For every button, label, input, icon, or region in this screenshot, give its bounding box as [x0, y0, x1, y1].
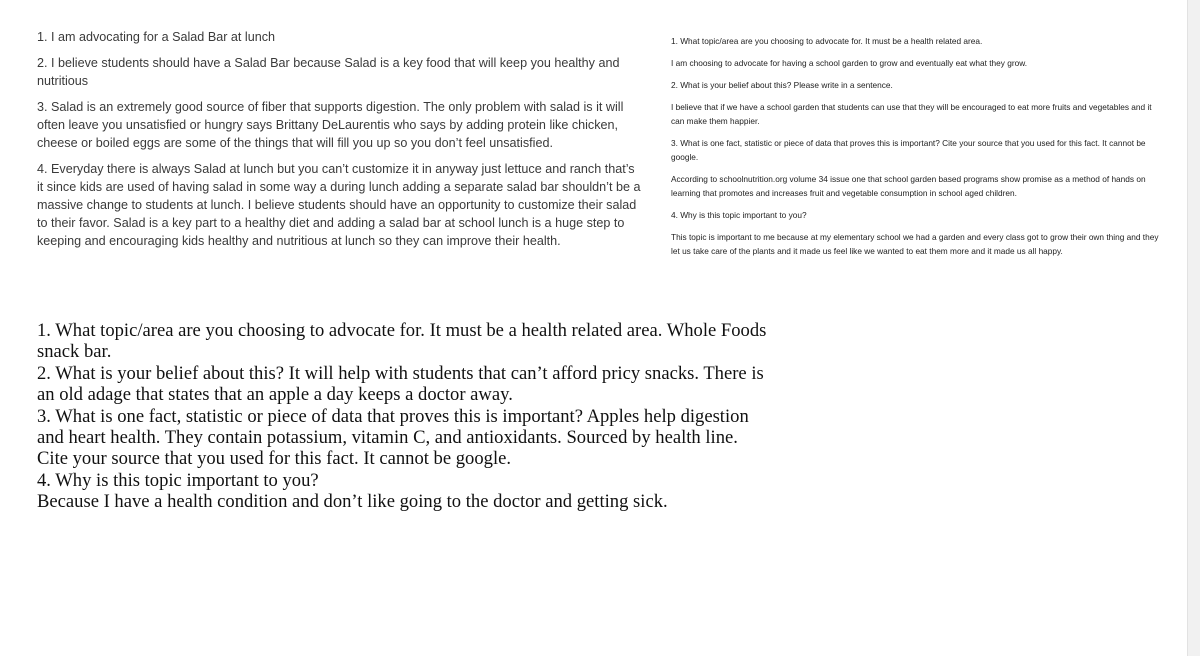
snack-bar-document	[37, 320, 772, 513]
question-4: 4. Why is this topic important to you?	[671, 210, 807, 220]
answer-2: I believe that if we have a school garden that students can use that they will be encouraged to eat more fruits and vegetables and it can make them happier.	[671, 102, 1152, 126]
line-1: 1. What topic/area are you choosing to advocate for. It must be a health related area. Whole Foods snack bar.	[37, 320, 767, 363]
school-garden-document	[671, 34, 1166, 266]
paragraph-2: 2. I believe students should have a Salad Bar because Salad is a key food that will keep you healthy and nutritious	[37, 56, 620, 88]
question-1: 1. What topic/area are you choosing to advocate for. It must be a health related area.	[671, 36, 983, 46]
question-2: 2. What is your belief about this? Please write in a sentence.	[671, 80, 893, 90]
line-4: 4. Why is this topic important to you?	[37, 469, 319, 491]
vertical-scrollbar[interactable]	[1187, 0, 1200, 656]
answer-3: According to schoolnutrition.org volume 34 issue one that school garden based programs show promise as a method of hands on learning that promotes and increases fruit and vegetable consumption in school aged children.	[671, 174, 1146, 198]
answer-4: This topic is important to me because at my elementary school we had a garden and every class got to grow their own thing and they let us take care of the plants and it made us feel like we wanted to eat them more and it made us all happy.	[671, 232, 1159, 256]
paragraph-4: 4. Everyday there is always Salad at lunch but you can’t customize it in anyway just lettuce and ranch that’s it since kids are used of having salad in some way a during lunch adding a separate salad bar shouldn’t be a massive change to students at lunch. I believe students should have an opportunity to customize their salad to their favor. Salad is a key part to a healthy diet and adding a salad bar at school lunch is a huge step to keeping and encouraging kids healthy and nutritious at lunch so they can improve their health.	[37, 162, 641, 248]
line-2: 2. What is your belief about this? It will help with students that can’t afford pricy snacks. There is an old adage that states that an apple a day keeps a doctor away.	[37, 362, 764, 406]
salad-bar-document	[37, 28, 642, 258]
paragraph-3: 3. Salad is an extremely good source of fiber that supports digestion. The only problem with salad is it will often leave you unsatisfied or hungry says Brittany DeLaurentis who says by adding protein like chicken, cheese or boiled eggs are some of the things that will fill you up so you don’t feel unsatisfied.	[37, 100, 624, 150]
paragraph-1: 1. I am advocating for a Salad Bar at lunch	[37, 30, 276, 44]
answer-1: I am choosing to advocate for having a school garden to grow and eventually eat what they grow.	[671, 58, 1028, 68]
line-3: 3. What is one fact, statistic or piece of data that proves this is important? Apples help digestion and heart health. They contain potassium, vitamin C, and antioxidants. Sourced by health line. Cite your source that you used for this fact. It cannot be google.	[37, 405, 749, 470]
line-5: Because I have a health condition and don’t like going to the doctor and getting sick.	[37, 491, 668, 513]
question-3: 3. What is one fact, statistic or piece of data that proves this is important? Cite your source that you used for this fact. It cannot be google.	[671, 138, 1146, 162]
